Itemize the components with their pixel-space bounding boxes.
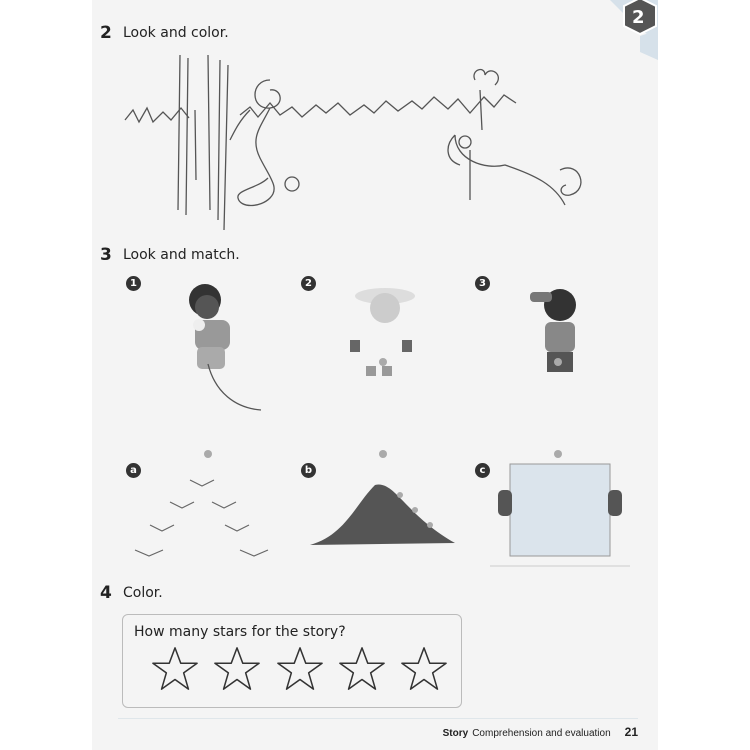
girl-with-binoculars-illustration xyxy=(525,280,595,385)
section-number: 4 xyxy=(100,583,112,603)
birds-flying-illustration xyxy=(130,470,290,570)
section-instruction: Color. xyxy=(123,585,163,601)
page-number: 21 xyxy=(624,725,638,739)
beehive-frame-illustration xyxy=(490,462,630,572)
match-label-c: c xyxy=(475,463,490,478)
section-instruction: Look and color. xyxy=(123,25,229,41)
footer-divider xyxy=(118,718,638,719)
star-icon[interactable] xyxy=(338,645,386,693)
page-footer xyxy=(443,725,638,739)
anthill-illustration xyxy=(305,475,465,550)
section-number: 2 xyxy=(100,23,112,43)
footer-section: Story xyxy=(442,728,469,739)
footer-topic: Comprehension and evaluation xyxy=(472,728,611,739)
star-icon[interactable] xyxy=(213,645,261,693)
match-label-3: 3 xyxy=(475,276,490,291)
star-icon[interactable] xyxy=(151,645,199,693)
rating-question: How many stars for the story? xyxy=(134,624,346,640)
match-label-a: a xyxy=(126,463,141,478)
match-dot-2[interactable] xyxy=(379,358,387,366)
star-icon[interactable] xyxy=(276,645,324,693)
chameleon-coloring-illustration xyxy=(120,50,640,230)
match-dot-b[interactable] xyxy=(379,450,387,458)
match-label-2: 2 xyxy=(301,276,316,291)
match-line-drawn xyxy=(205,362,265,414)
match-dot-3[interactable] xyxy=(554,358,562,366)
match-dot-c[interactable] xyxy=(554,450,562,458)
section-number: 3 xyxy=(100,245,112,265)
star-icon[interactable] xyxy=(400,645,448,693)
section-instruction: Look and match. xyxy=(123,247,240,263)
beekeeper-boy-illustration xyxy=(350,278,420,383)
match-dot-a[interactable] xyxy=(204,450,212,458)
match-label-b: b xyxy=(301,463,316,478)
match-label-1: 1 xyxy=(126,276,141,291)
page-badge-number: 2 xyxy=(632,7,645,28)
